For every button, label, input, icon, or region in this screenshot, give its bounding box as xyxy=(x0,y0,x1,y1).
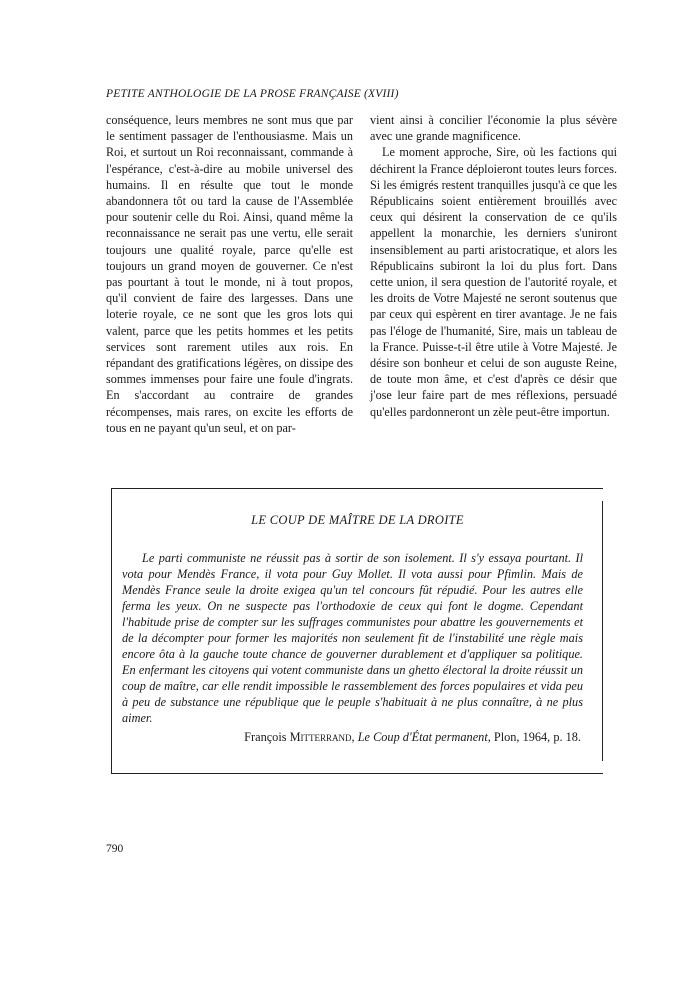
excerpt-box-right-border xyxy=(602,501,603,761)
right-column-paragraph: vient ainsi à concilier l'économie la plus sévère avec une grande magnificence. xyxy=(370,113,617,144)
excerpt-box xyxy=(111,488,603,774)
citation-author-last: Mitterrand xyxy=(289,730,352,744)
citation-work-title: Le Coup d'État permanent xyxy=(357,730,488,744)
right-column-paragraph: Le moment approche, Sire, où les factions qui déchirent la France déploieront toutes leurs forces. Si les émigrés restent tranquilles jusqu'à ce que les Républicains soient entièrement brouillés avec ceux qui désirent la conservation de ce qu'ils appellent la monarchie, les derniers s'uniront insensiblement au parti aristocratique, et alors les Républicains subiront la loi du plus fort. Dans cette union, il sera question de l'autorité royale, et les droits de Votre Majesté ne seront soutenus que par ceux qui espèrent en tirer avantage. Je ne fais pas l'éloge de l'humanité, Sire, mais un tableau de la France. Puisse-t-il être utile à Votre Majesté. Je désire son bonheur et celui de son auguste Reine, de toute mon âme, et c'est d'après ce désir que j'ose leur faire part de mes réflexions, persuadé qu'elles pardonneront un zèle peut-être importun. xyxy=(370,145,617,419)
citation-author-first: François xyxy=(244,730,287,744)
running-header: PETITE ANTHOLOGIE DE LA PROSE FRANÇAISE (XVIII) xyxy=(106,88,399,100)
excerpt-title: LE COUP DE MAÎTRE DE LA DROITE xyxy=(251,513,464,527)
page-number: 790 xyxy=(106,843,124,855)
citation-details: , Plon, 1964, p. 18. xyxy=(487,730,581,744)
left-column xyxy=(106,112,353,436)
left-column-paragraph: conséquence, leurs membres ne sont mus que par le sentiment passager de l'enthousiasme. Mais un Roi, et surtout un Roi reconnaissant, commande à l'espérance, c'est-à-dire au mobile universel des humains. Il en résulte que tout le monde abandonnera tôt ou tard la cause de l'Assemblée pour soutenir celle du Roi. Ainsi, quand même la reconnaissance ne serait pas une vertu, elle serait toujours une qualité royale, parce qu'elle est toujours un grand moyen de gouverner. Ce n'est pas pourtant à tout le monde, ni à tout propos, qu'il convient de faire des largesses. Dans une loterie royale, ce ne sont que les gros lots qui valent, parce que les petits hommes et les petits services sont rarement utiles aux rois. En répandant des gratifications légères, on dissipe des sommes immenses pour faire une foule d'ingrats. En s'accordant au contraire de grandes récompenses, mais rares, on excite les efforts de tous en ne payant qu'un seul, et on par- xyxy=(106,113,353,435)
right-column xyxy=(370,112,617,420)
excerpt-text: Le parti communiste ne réussit pas à sortir de son isolement. Il s'y essaya pourtant. Il vota pour Mendès France, il vota pour Guy Mollet. Il vota aussi pour Pfimlin. Mais de Mendès France seule la droite exigea qu'un tel concours fût répudié. Pour les autres elle ferma les yeux. On ne suspecte pas l'orthodoxie de ceux qui font le dogme. Cependant l'habitude prise de compter sur les suffrages communistes pour abattre les gouvernements et de la décompter pour former les majorités non seulement fit de l'instabilité une règle mais encore ôta à la gauche toute chance de gouverner durablement et d'appliquer sa politique. En enfermant les citoyens qui votent communiste dans un ghetto électoral la droite réussit un coup de maître, car elle rendit impossible le rassemblement des forces populaires et vida peu à peu de substance une république que le peuple s'habituait à ne plus connaître, à ne plus aimer. xyxy=(122,551,583,725)
citation-separator: , xyxy=(351,730,355,744)
excerpt-citation xyxy=(244,730,581,745)
